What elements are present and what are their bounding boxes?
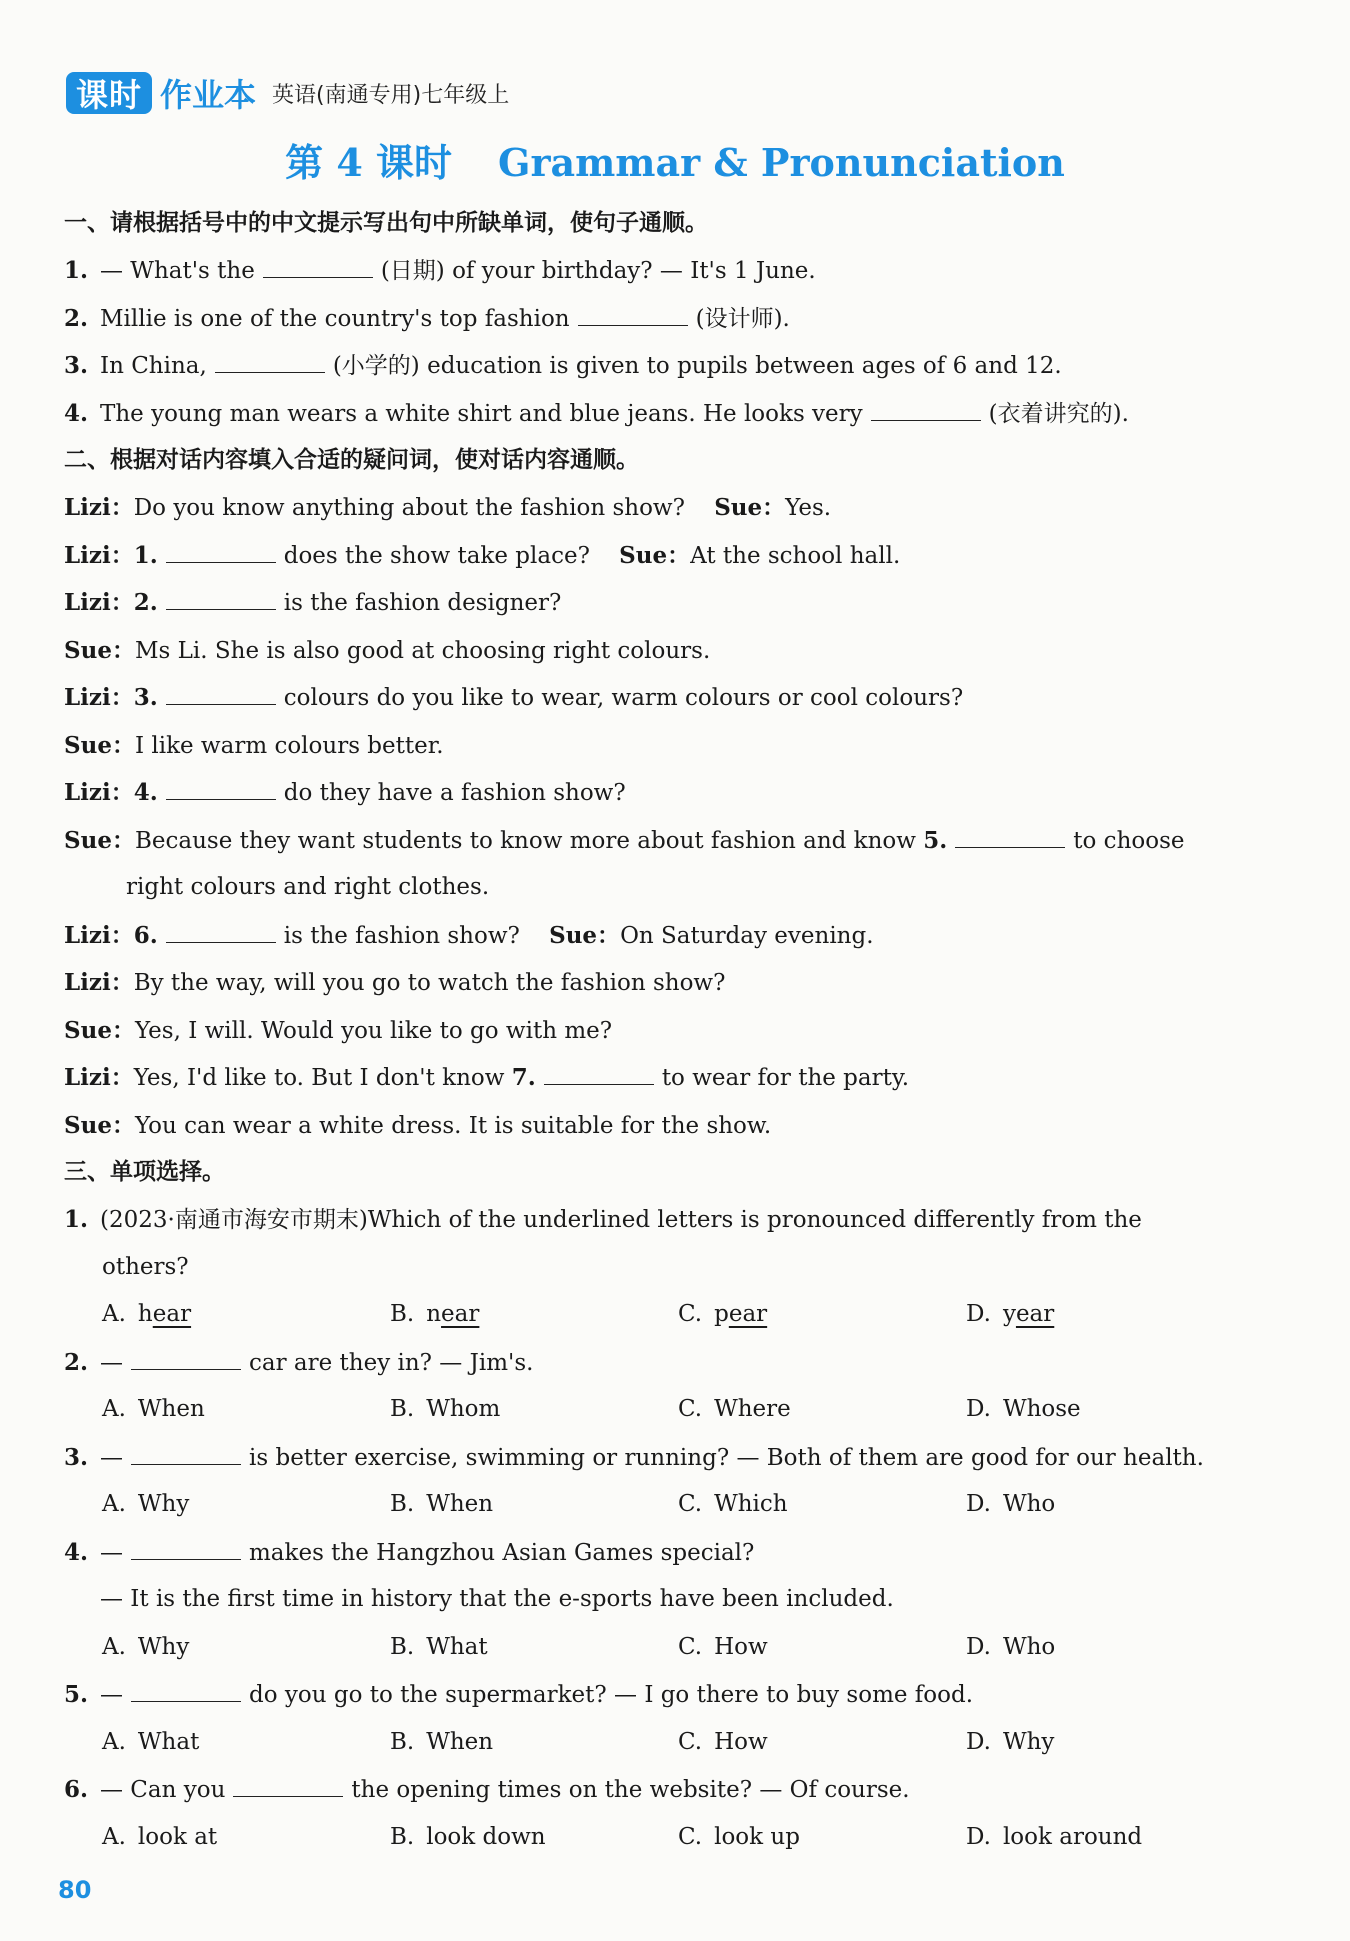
option-letter: B. xyxy=(390,1728,415,1755)
dialogue-text: to choose xyxy=(1073,827,1185,854)
dialogue-line xyxy=(64,1007,1264,1055)
option-d[interactable] xyxy=(966,1291,1254,1339)
option-text: When xyxy=(426,1491,494,1517)
mc-options xyxy=(64,1386,1264,1434)
question-text: is better exercise, swimming or running? — Both of them are good for our health. xyxy=(249,1444,1204,1471)
speaker-label: Lizi： xyxy=(64,494,134,521)
header-brand xyxy=(66,70,509,116)
s1-item-4 xyxy=(64,390,1264,438)
option-a[interactable] xyxy=(102,1814,390,1862)
option-text: Why xyxy=(1002,1728,1055,1755)
lesson-number: 第 4 课时 xyxy=(285,140,452,185)
speaker-label: Lizi： xyxy=(64,1064,134,1091)
speaker-label: Lizi： xyxy=(64,779,134,806)
option-c[interactable] xyxy=(678,1291,966,1339)
dialogue-line xyxy=(64,912,1264,960)
question-text: — xyxy=(100,1444,123,1471)
dialogue-text: is the fashion designer? xyxy=(283,590,562,616)
option-underlined: ear xyxy=(1015,1301,1055,1327)
option-letter: D. xyxy=(966,1823,991,1850)
dialogue-line xyxy=(64,532,1264,580)
option-letter: A. xyxy=(102,1491,126,1517)
option-text: Whom xyxy=(426,1396,501,1422)
option-letter: A. xyxy=(102,1728,126,1755)
question-text: others? xyxy=(102,1253,189,1280)
s1-item-1 xyxy=(64,247,1264,295)
option-underlined: ear xyxy=(441,1301,480,1327)
option-letter: D. xyxy=(966,1633,991,1660)
option-b[interactable] xyxy=(390,1624,678,1672)
option-text: Which xyxy=(714,1491,788,1517)
option-d[interactable] xyxy=(966,1481,1254,1529)
item-number: 6. xyxy=(64,1776,89,1803)
lesson-topic: Grammar & Pronunciation xyxy=(498,140,1065,185)
answer-blank[interactable] xyxy=(166,924,276,943)
option-text: p xyxy=(714,1301,729,1327)
dialogue-text: Do you know anything about the fashion show? xyxy=(133,495,685,521)
answer-blank[interactable] xyxy=(955,829,1065,848)
option-b[interactable] xyxy=(390,1386,678,1434)
subject-label: 英语(南通专用)七年级上 xyxy=(272,82,510,108)
question-text: car are they in? — Jim's. xyxy=(249,1349,534,1376)
dialogue-line xyxy=(64,959,1264,1007)
option-text: n xyxy=(426,1301,442,1327)
item-number: 1. xyxy=(133,541,158,569)
answer-blank[interactable] xyxy=(263,259,373,278)
option-b[interactable] xyxy=(390,1291,678,1339)
option-letter: C. xyxy=(678,1823,703,1850)
option-letter: A. xyxy=(102,1633,126,1660)
dialogue-line xyxy=(64,484,1264,532)
option-letter: A. xyxy=(102,1301,126,1327)
answer-blank[interactable] xyxy=(166,686,276,705)
dialogue-text: By the way, will you go to watch the fashion show? xyxy=(133,970,726,996)
question-text: do you go to the supermarket? — I go there to buy some food. xyxy=(249,1682,974,1708)
answer-blank[interactable] xyxy=(166,591,276,610)
option-d[interactable] xyxy=(966,1624,1254,1672)
option-text: look down xyxy=(426,1823,546,1850)
speaker-label: Sue： xyxy=(549,921,621,949)
question-text: (2023·南通市海安市期末)Which of the underlined letters is pronounced differently from the xyxy=(100,1207,1142,1233)
mc-question-2 xyxy=(64,1339,1264,1387)
option-letter: C. xyxy=(678,1633,703,1660)
speaker-label: Lizi： xyxy=(64,921,134,949)
option-text: Whose xyxy=(1002,1396,1081,1422)
section-2-heading: 二、根据对话内容填入合适的疑问词，使对话内容通顺。 xyxy=(64,447,639,473)
option-a[interactable] xyxy=(102,1624,390,1672)
option-text: h xyxy=(137,1301,153,1327)
item-number: 3. xyxy=(64,1443,89,1471)
option-text: How xyxy=(714,1728,768,1755)
answer-blank[interactable] xyxy=(131,1683,241,1702)
dialogue-text: does the show take place? xyxy=(283,542,590,569)
dialogue-text: On Saturday evening. xyxy=(620,922,874,949)
item-number: 4. xyxy=(64,399,89,427)
dialogue-text: Ms Li. She is also good at choosing right colours. xyxy=(134,637,711,664)
option-text: Who xyxy=(1002,1491,1056,1517)
question-text: — Can you xyxy=(100,1777,226,1803)
dialogue-text: Yes, I'd like to. But I don't know xyxy=(133,1065,505,1091)
item-number: 3. xyxy=(133,684,158,711)
dialogue-text: do they have a fashion show? xyxy=(283,780,626,806)
option-letter: C. xyxy=(678,1301,703,1327)
item-number: 5. xyxy=(923,826,948,854)
option-letter: D. xyxy=(966,1396,991,1422)
option-letter: B. xyxy=(390,1491,415,1517)
speaker-label: Lizi： xyxy=(64,589,134,616)
option-letter: C. xyxy=(678,1491,703,1517)
mc-options xyxy=(64,1624,1264,1672)
item-text: (小学的) education is given to pupils between ages of 6 and 12. xyxy=(332,353,1062,379)
option-d[interactable] xyxy=(966,1814,1254,1862)
page-number: 80 xyxy=(58,1876,92,1904)
option-letter: D. xyxy=(966,1728,991,1755)
item-text: (设计师). xyxy=(695,305,790,332)
option-text: Who xyxy=(1002,1633,1056,1660)
speaker-label: Sue： xyxy=(64,731,135,759)
item-number: 6. xyxy=(133,921,158,949)
question-text-cont xyxy=(64,1244,1264,1292)
option-letter: D. xyxy=(966,1491,991,1517)
dialogue-text: Yes. xyxy=(785,495,832,521)
option-letter: D. xyxy=(966,1301,991,1327)
option-text: How xyxy=(714,1633,768,1660)
option-underlined: ear xyxy=(152,1301,192,1327)
item-text: The young man wears a white shirt and blue jeans. He looks very xyxy=(100,400,863,427)
option-text: look around xyxy=(1002,1823,1143,1850)
mc-question-6 xyxy=(64,1766,1264,1814)
speaker-label: Lizi： xyxy=(64,969,134,996)
dialogue-text: Because they want students to know more about fashion and know xyxy=(134,827,916,854)
option-underlined: ear xyxy=(728,1301,768,1327)
question-text: makes the Hangzhou Asian Games special? xyxy=(249,1539,755,1566)
item-number: 4. xyxy=(133,779,158,806)
speaker-label: Lizi： xyxy=(64,684,134,711)
s1-item-2 xyxy=(64,295,1264,343)
mc-question-1 xyxy=(64,1196,1264,1244)
dialogue-line xyxy=(64,769,1264,817)
dialogue-line xyxy=(64,627,1264,675)
dialogue-text: I like warm colours better. xyxy=(134,732,444,759)
option-c[interactable] xyxy=(678,1624,966,1672)
item-number: 1. xyxy=(64,1206,89,1233)
option-text: Where xyxy=(714,1396,791,1422)
dialogue-line xyxy=(64,722,1264,770)
item-number: 1. xyxy=(64,257,89,284)
answer-blank[interactable] xyxy=(166,544,276,563)
dialogue-text: Yes, I will. Would you like to go with me? xyxy=(134,1017,613,1044)
speaker-label: Sue： xyxy=(64,636,135,664)
option-text: When xyxy=(426,1728,494,1755)
dialogue-text: At the school hall. xyxy=(690,542,901,569)
option-text: Why xyxy=(137,1491,190,1517)
section-1-heading: 一、请根据括号中的中文提示写出句中所缺单词，使句子通顺。 xyxy=(64,210,708,236)
speaker-label: Lizi： xyxy=(64,541,134,569)
option-text: look up xyxy=(714,1823,800,1850)
option-text: y xyxy=(1002,1301,1016,1327)
option-c[interactable] xyxy=(678,1481,966,1529)
option-letter: A. xyxy=(102,1396,126,1422)
option-a[interactable] xyxy=(102,1719,390,1767)
dialogue-line xyxy=(64,674,1264,722)
item-text: In China, xyxy=(100,353,207,379)
item-number: 2. xyxy=(64,304,89,332)
answer-blank[interactable] xyxy=(131,1351,241,1370)
question-text: — xyxy=(100,1539,123,1566)
option-c[interactable] xyxy=(678,1719,966,1767)
option-letter: B. xyxy=(390,1301,415,1327)
section-3-heading: 三、单项选择。 xyxy=(64,1159,225,1185)
dialogue-line xyxy=(64,579,1264,627)
speaker-label: Sue： xyxy=(714,494,786,521)
item-number: 3. xyxy=(64,352,89,379)
item-number: 2. xyxy=(133,589,158,616)
option-b[interactable] xyxy=(390,1814,678,1862)
item-text: — What's the xyxy=(100,258,255,284)
option-letter: C. xyxy=(678,1396,703,1422)
mc-question-3 xyxy=(64,1434,1264,1482)
dialogue-line xyxy=(64,864,1264,912)
dialogue-text: is the fashion show? xyxy=(283,922,520,949)
option-letter: C. xyxy=(678,1728,703,1755)
answer-blank[interactable] xyxy=(578,307,688,326)
option-letter: B. xyxy=(390,1823,415,1850)
option-text: look at xyxy=(137,1823,218,1850)
question-text: — xyxy=(100,1349,123,1376)
option-c[interactable] xyxy=(678,1386,966,1434)
option-b[interactable] xyxy=(390,1481,678,1529)
mc-options xyxy=(64,1291,1264,1339)
dialogue-line xyxy=(64,1102,1264,1150)
speaker-label: Sue： xyxy=(64,1111,135,1139)
question-text: — It is the first time in history that the e-sports have been included. xyxy=(100,1586,894,1612)
item-number: 7. xyxy=(511,1064,536,1091)
question-text: the opening times on the website? — Of course. xyxy=(351,1777,910,1803)
item-number: 2. xyxy=(64,1348,89,1376)
dialogue-line xyxy=(64,1054,1264,1102)
item-text: Millie is one of the country's top fashion xyxy=(100,305,570,332)
option-text: Why xyxy=(137,1633,190,1660)
mc-options xyxy=(64,1719,1264,1767)
option-letter: B. xyxy=(390,1633,415,1660)
item-text: (日期) of your birthday? — It's 1 June. xyxy=(380,258,816,284)
answer-blank[interactable] xyxy=(166,781,276,800)
exercise-content xyxy=(64,200,1264,1861)
mc-options xyxy=(64,1814,1264,1862)
option-letter: B. xyxy=(390,1396,415,1422)
dialogue-text: right colours and right clothes. xyxy=(126,874,490,900)
speaker-label: Sue： xyxy=(619,541,691,569)
option-text: What xyxy=(426,1633,488,1660)
option-letter: A. xyxy=(102,1823,126,1850)
option-d[interactable] xyxy=(966,1386,1254,1434)
speaker-label: Sue： xyxy=(64,1016,135,1044)
mc-options xyxy=(64,1481,1264,1529)
answer-blank[interactable] xyxy=(131,1446,241,1465)
dialogue-text: colours do you like to wear, warm colours or cool colours? xyxy=(283,685,964,711)
option-d[interactable] xyxy=(966,1719,1254,1767)
item-number: 5. xyxy=(64,1681,89,1708)
answer-blank[interactable] xyxy=(215,354,325,373)
speaker-label: Sue： xyxy=(64,826,135,854)
question-text: — xyxy=(100,1682,123,1708)
option-text: When xyxy=(137,1396,205,1422)
dialogue-text: You can wear a white dress. It is suitable for the show. xyxy=(134,1112,772,1139)
question-text-cont xyxy=(64,1576,1264,1624)
mc-question-5 xyxy=(64,1671,1264,1719)
dialogue-text: to wear for the party. xyxy=(661,1065,910,1091)
item-number: 4. xyxy=(64,1538,89,1566)
answer-blank[interactable] xyxy=(544,1066,654,1085)
brand-logo: 课时 xyxy=(66,72,152,114)
option-a[interactable] xyxy=(102,1386,390,1434)
option-text: What xyxy=(137,1728,200,1755)
mc-question-4 xyxy=(64,1529,1264,1577)
option-c[interactable] xyxy=(678,1814,966,1862)
item-text: (衣着讲究的). xyxy=(988,400,1129,427)
option-b[interactable] xyxy=(390,1719,678,1767)
option-a[interactable] xyxy=(102,1481,390,1529)
s1-item-3 xyxy=(64,342,1264,390)
brand-name: 作业本 xyxy=(160,76,257,114)
answer-blank[interactable] xyxy=(233,1778,343,1797)
answer-blank[interactable] xyxy=(131,1541,241,1560)
lesson-title xyxy=(0,132,1350,187)
answer-blank[interactable] xyxy=(871,402,981,421)
dialogue-line xyxy=(64,817,1264,865)
option-a[interactable] xyxy=(102,1291,390,1339)
